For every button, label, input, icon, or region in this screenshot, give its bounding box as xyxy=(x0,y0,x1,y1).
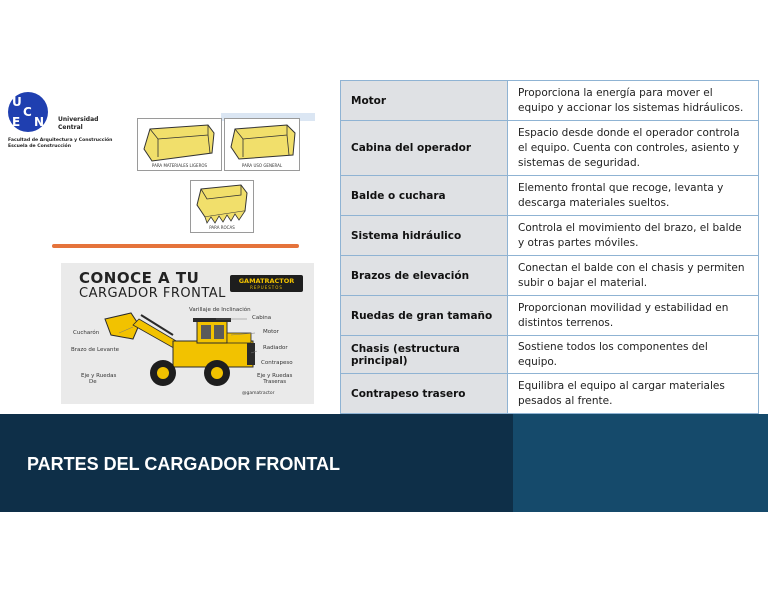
brand-subtitle: REPUESTOS xyxy=(250,285,283,290)
logo-university-name: Universidad Central xyxy=(58,116,99,131)
part-description: Sostiene todos los componentes del equipo. xyxy=(508,336,759,374)
table-row xyxy=(341,216,759,256)
table-row xyxy=(341,81,759,121)
part-description: Elemento frontal que recoge, levanta y descarga materiales sueltos. xyxy=(508,176,759,216)
label-bucket: Cucharón xyxy=(73,330,100,336)
table-row xyxy=(341,336,759,374)
logo-letter: U xyxy=(12,95,22,109)
bucket-caption: PARA USO GENERAL xyxy=(241,163,283,168)
logo-faculty: Facultad de Arquitectura y Construcción Escuela de Construcción xyxy=(8,138,113,149)
part-description: Espacio desde donde el operador controla el equipo. Cuenta con controles, asiento y sistemas de seguridad. xyxy=(508,121,759,176)
part-name: Chasis (estructura principal) xyxy=(341,336,508,374)
gamatractor-logo xyxy=(230,275,303,292)
university-logo xyxy=(8,92,138,152)
part-description: Proporciona la energía para mover el equipo y accionar los sistemas hidráulicos. xyxy=(508,81,759,121)
bucket-image-general xyxy=(224,118,300,171)
bucket-image-light xyxy=(137,118,222,171)
part-name: Balde o cuchara xyxy=(341,176,508,216)
label-front-axle: Eje y Ruedas De xyxy=(81,373,117,385)
part-name: Motor xyxy=(341,81,508,121)
slide-title: PARTES DEL CARGADOR FRONTAL xyxy=(27,454,340,474)
infographic-title: CONOCE A TU xyxy=(79,269,200,287)
bucket-caption: PARA MATERIALES LIGEROS xyxy=(151,163,208,168)
divider-line xyxy=(52,244,299,248)
label-cab: Cabina xyxy=(252,315,272,321)
part-description: Controla el movimiento del brazo, el balde y otras partes móviles. xyxy=(508,216,759,256)
loader-infographic xyxy=(61,263,314,404)
bucket-image-rock xyxy=(190,180,254,233)
logo-letter: E xyxy=(12,115,21,129)
part-name: Contrapeso trasero xyxy=(341,374,508,414)
logo-letter: N xyxy=(34,115,45,129)
logo-emblem xyxy=(8,92,48,132)
part-name: Ruedas de gran tamaño xyxy=(341,296,508,336)
banner-right-panel xyxy=(513,414,768,512)
social-handle: @gamatractor xyxy=(242,391,275,396)
part-name: Sistema hidráulico xyxy=(341,216,508,256)
table-row xyxy=(341,256,759,296)
part-description: Equilibra el equipo al cargar materiales pesados al frente. xyxy=(508,374,759,414)
label-radiator: Radiador xyxy=(263,345,288,351)
table-row xyxy=(341,121,759,176)
table-row xyxy=(341,296,759,336)
title-banner xyxy=(0,414,768,512)
table-row xyxy=(341,176,759,216)
infographic-subtitle: CARGADOR FRONTAL xyxy=(79,286,226,301)
label-counterweight: Contrapeso xyxy=(261,360,293,366)
part-description: Conectan el balde con el chasis y permiten subir o bajar el material. xyxy=(508,256,759,296)
label-lift-arm: Brazo de Levante xyxy=(71,347,120,353)
label-tilt-linkage: Varillaje de Inclinación xyxy=(189,307,251,313)
parts-table xyxy=(340,80,759,414)
logo-letter: C xyxy=(23,105,32,119)
part-description: Proporcionan movilidad y estabilidad en distintos terrenos. xyxy=(508,296,759,336)
part-name: Cabina del operador xyxy=(341,121,508,176)
label-rear-axle: Eje y Ruedas Traseras xyxy=(257,373,293,385)
part-name: Brazos de elevación xyxy=(341,256,508,296)
label-engine: Motor xyxy=(263,329,279,335)
table-row xyxy=(341,374,759,414)
brand-name: GAMATRACTOR xyxy=(238,277,295,285)
bucket-caption: PARA ROCAS xyxy=(209,225,235,230)
